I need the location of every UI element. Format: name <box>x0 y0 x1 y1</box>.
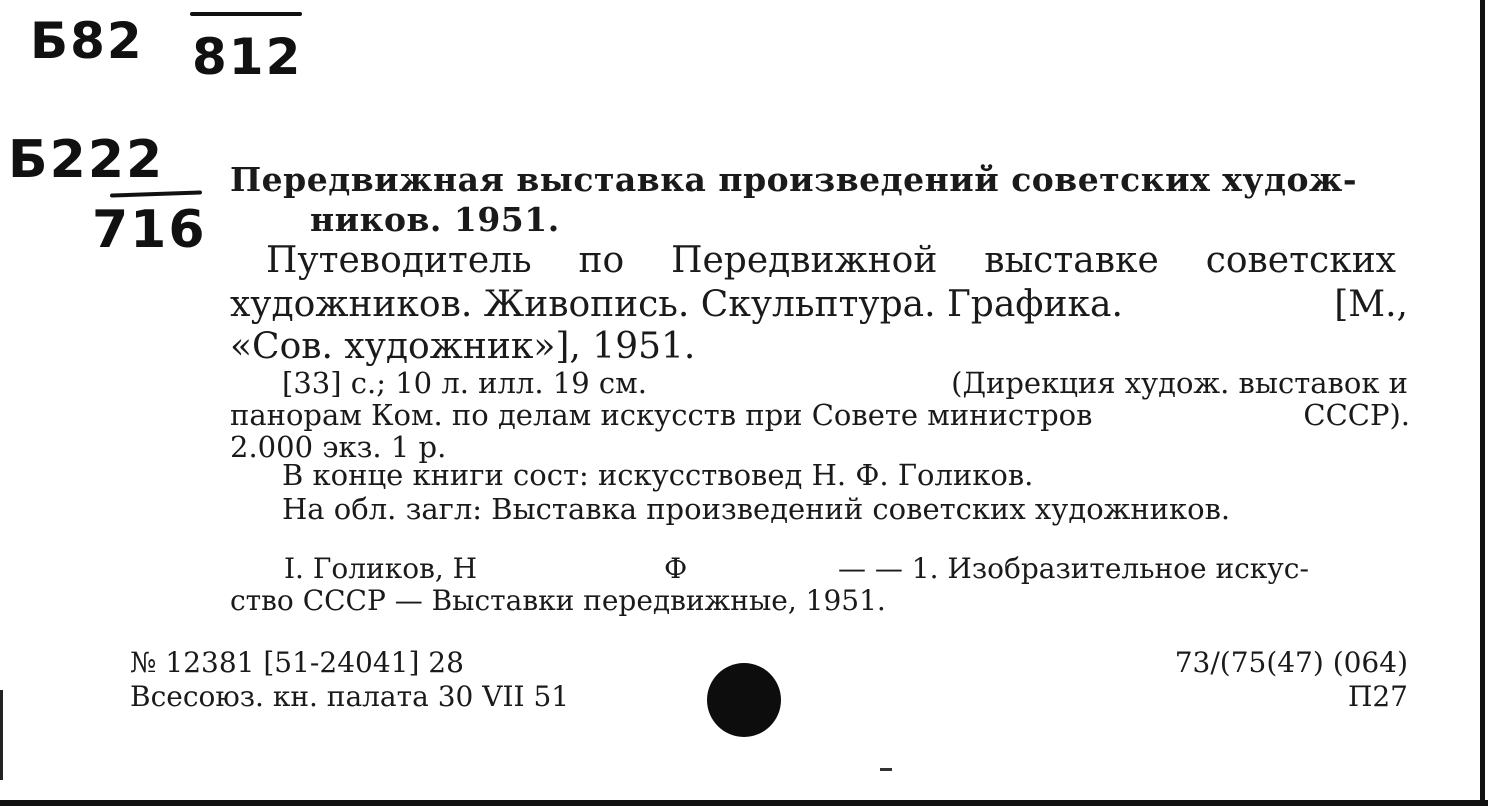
tracing-line1-left: I. Голиков, Н <box>284 552 478 585</box>
body-line2-text: художников. Живопись. Скульптура. Графика. <box>230 284 1123 325</box>
body-word: Путеводитель <box>266 240 532 281</box>
handwritten-mark-b82: Б82 <box>30 12 144 70</box>
handwritten-mark-b222: Б222 <box>8 130 165 190</box>
stray-mark <box>880 768 892 771</box>
desc-line2-text: панорам Ком. по делам искусств при Совете министров <box>230 398 1093 432</box>
handwritten-overline <box>190 12 302 16</box>
entry-body-line3: «Сов. художник»], 1951. <box>230 326 696 367</box>
tracing-line1-mid: Ф <box>664 552 688 585</box>
punch-hole <box>707 663 781 737</box>
card-right-edge <box>1480 0 1485 806</box>
entry-body-line1 <box>266 240 1396 281</box>
tracing-line1-right: — — 1. Изобразительное искус- <box>838 552 1309 585</box>
handwritten-underline <box>110 190 202 197</box>
body-line2-imprint: [М., <box>1334 284 1408 325</box>
card-bottom-edge <box>0 800 1488 806</box>
handwritten-mark-716: 716 <box>92 200 207 260</box>
card-left-edge-mark <box>0 690 3 780</box>
entry-body-line2 <box>230 284 1408 325</box>
footer-number: № 12381 [51-24041] 28 <box>130 646 464 679</box>
body-word: Передвижной <box>671 240 938 281</box>
desc-line1-series: (Дирекция худож. выставок и <box>951 366 1408 400</box>
footer-author-mark: П27 <box>1347 680 1408 713</box>
desc-line2 <box>230 398 1410 432</box>
desc-line2-end: СССР). <box>1303 398 1410 432</box>
footer-classification: 73/(75(47) (064) <box>1174 646 1408 679</box>
tracing-line2: ство СССР — Выставки передвижные, 1951. <box>230 584 886 617</box>
note-compiler: В конце книги сост: искусствовед Н. Ф. Голиков. <box>282 458 1034 492</box>
note-cover-title: На обл. загл: Выставка произведений советских художников. <box>282 492 1231 526</box>
body-word: советских <box>1205 240 1396 281</box>
footer-chamber: Всесоюз. кн. палата 30 VII 51 <box>130 680 570 713</box>
body-word: выставке <box>984 240 1159 281</box>
handwritten-mark-812: 812 <box>192 28 303 86</box>
desc-line1 <box>282 366 1408 400</box>
desc-line1-collation: [33] с.; 10 л. илл. 19 см. <box>282 366 647 400</box>
entry-title-line2: ников. 1951. <box>310 200 560 239</box>
entry-title-line1: Передвижная выставка произведений советских худож- <box>230 160 1358 199</box>
body-word: по <box>578 240 625 281</box>
desc-line3: 2.000 экз. 1 р. <box>230 430 447 464</box>
